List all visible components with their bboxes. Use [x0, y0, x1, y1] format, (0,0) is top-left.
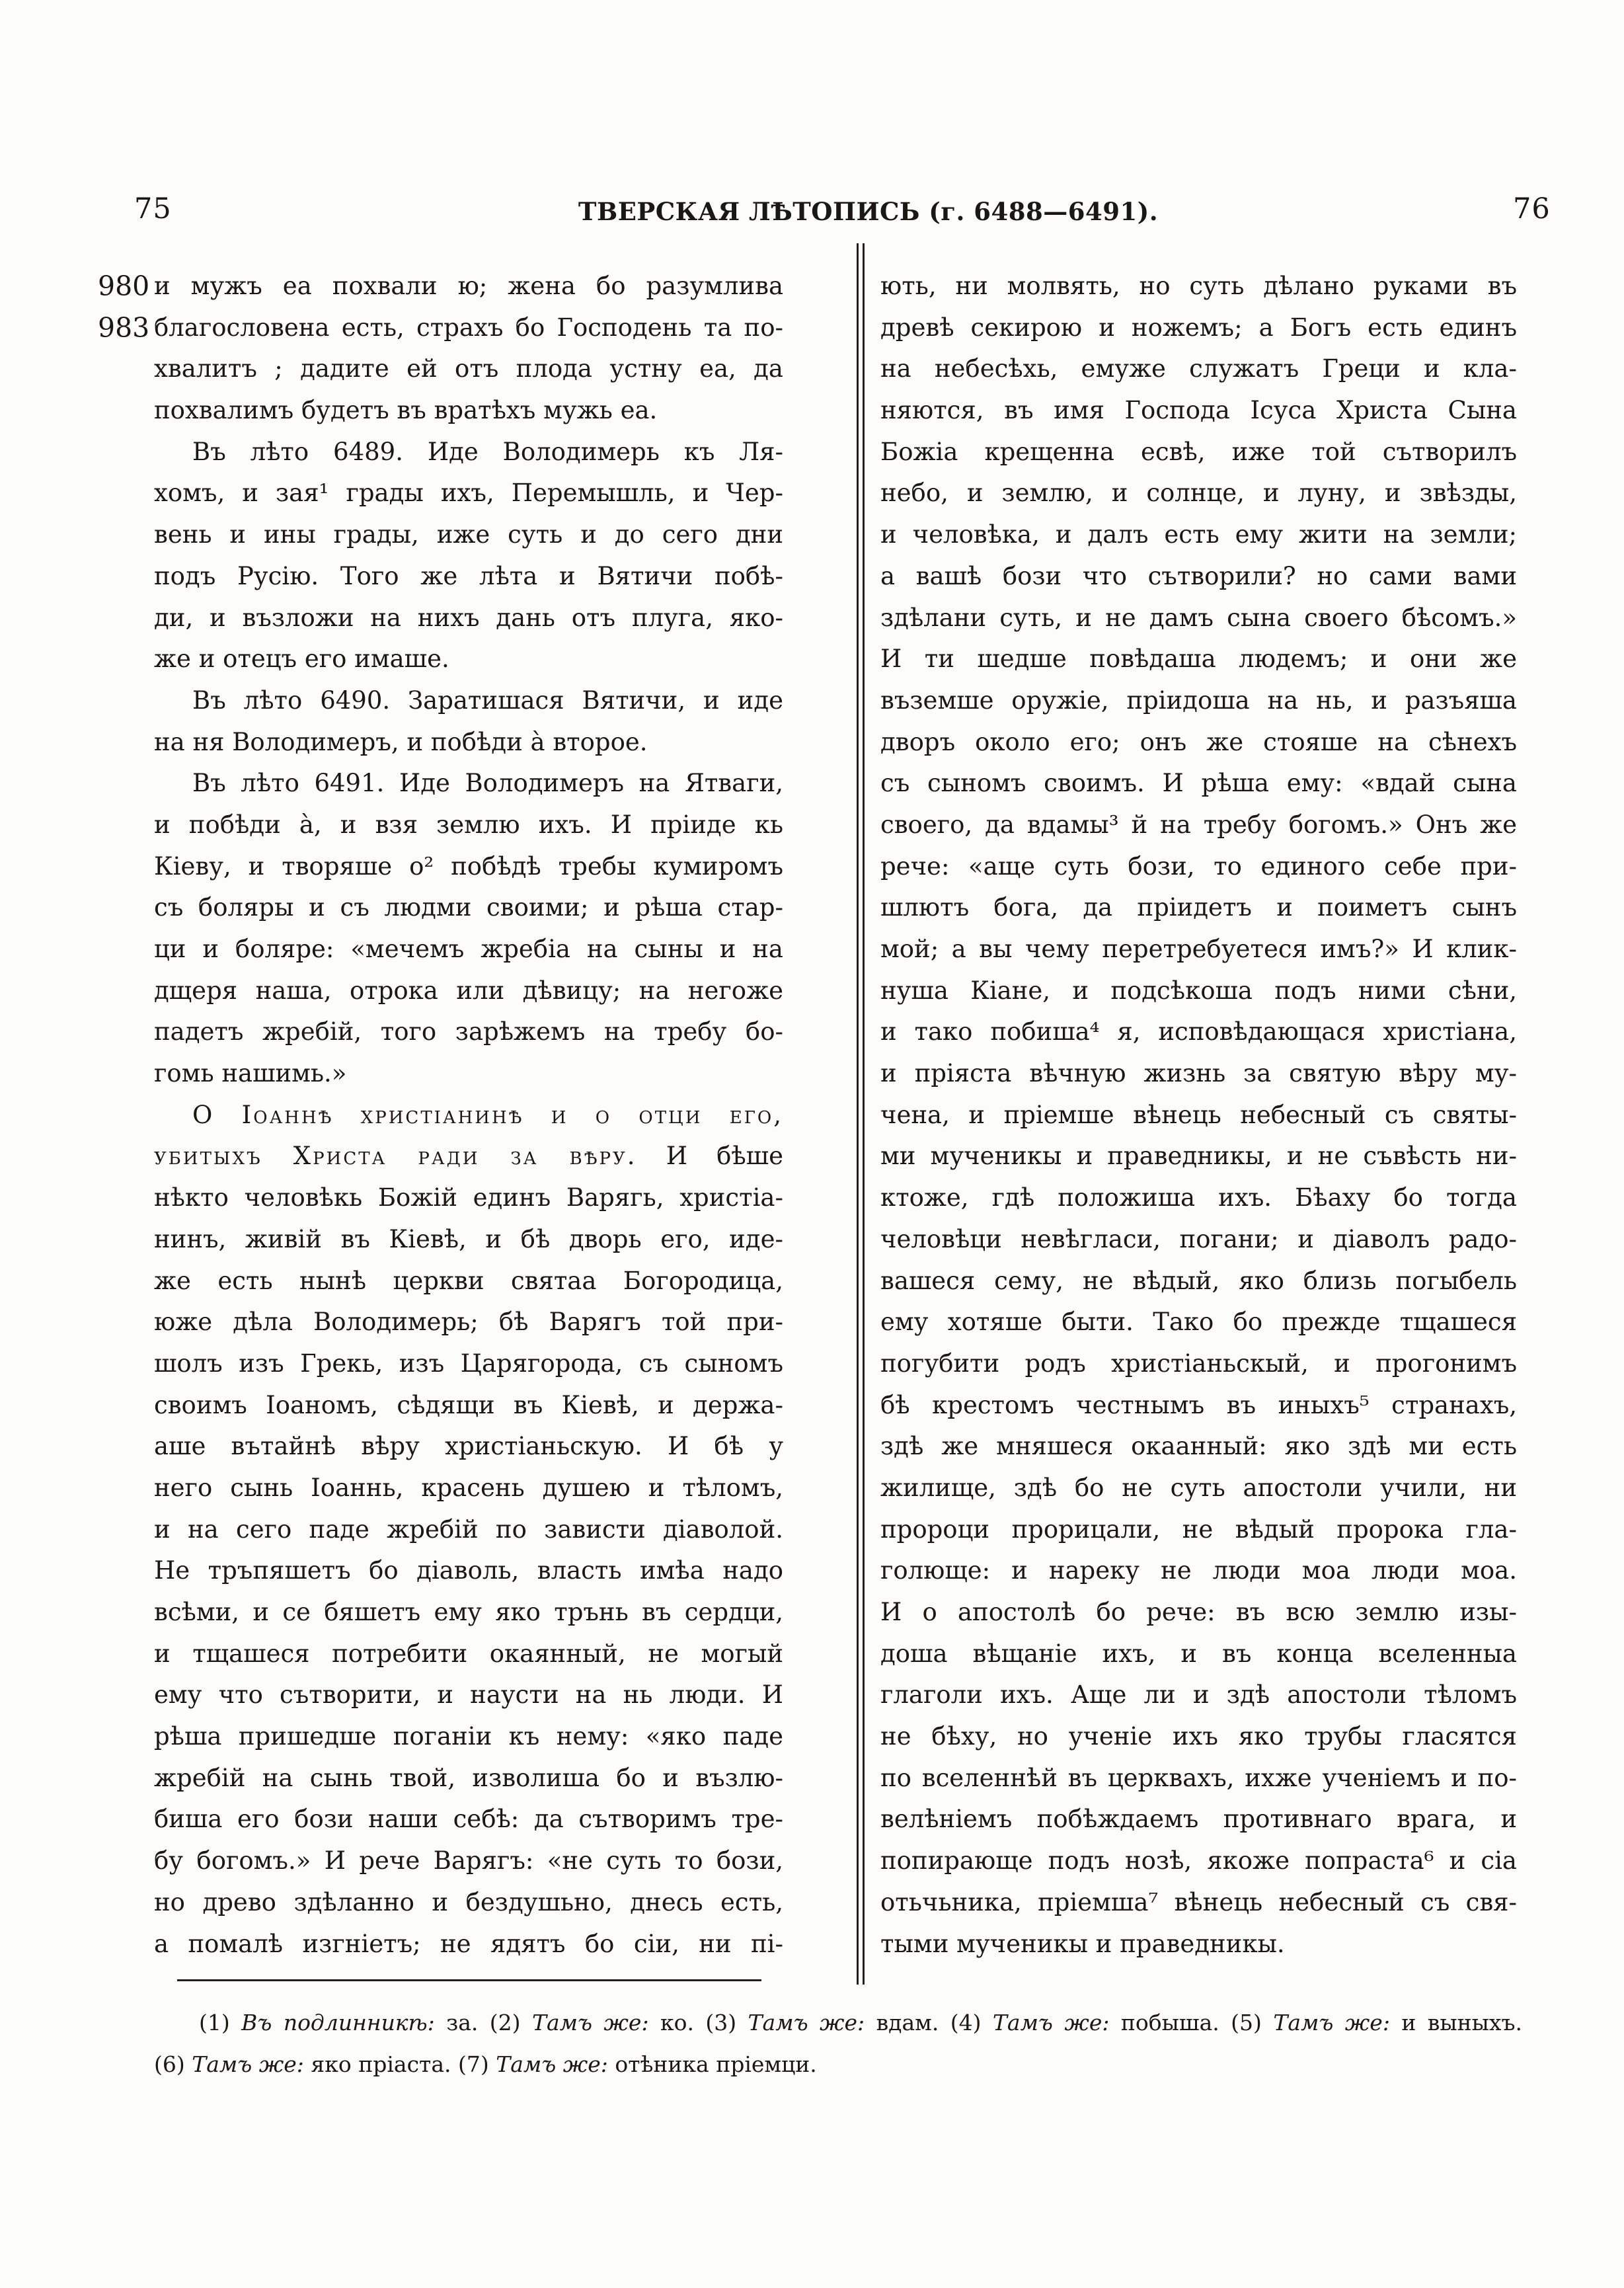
text-line: рѣша пришедше поганіи къ нему: «яко паде: [154, 1722, 783, 1751]
footnote-source-label: Тамъ же:: [748, 2010, 865, 2035]
text-line: ктоже, гдѣ положиша ихъ. Бѣаху бо тогда: [880, 1183, 1517, 1212]
text-line: чена, и пріемше вѣнець небесный съ святы-: [880, 1100, 1517, 1129]
margin-year-notes: [98, 266, 149, 348]
body-text: И бѣше: [637, 1142, 783, 1171]
text-line: на ня Володимеръ, и побѣди а̀ второе.: [154, 727, 648, 756]
running-title: ТВЕРСКАЯ ЛѢТОПИСЬ (г. 6488—6491).: [578, 197, 1159, 226]
text-line: а вашѣ бози что сътворили? но сами вами: [880, 561, 1517, 590]
footnote-source-label: Тамъ же:: [192, 2051, 304, 2077]
text-line: юже дѣла Володимерь; бѣ Варягъ той при-: [154, 1308, 783, 1337]
text-line: биша его бози наши себѣ: да сътворимъ тре-: [154, 1805, 783, 1834]
text-line: и мужъ еа похвали ю; жена бо разумлива: [154, 272, 783, 300]
text-line: вашеся сему, не вѣдый, яко близь погыбель: [880, 1266, 1517, 1295]
footnote-source-label: Тамъ же:: [1273, 2010, 1390, 2035]
text-line: дщеря наша, отрока или дѣвицу; на негоже: [154, 976, 783, 1005]
text-line: ми мученикы и праведникы, и не съвѣсть ни-: [880, 1142, 1517, 1171]
text-line: ему что сътворити, и наусти на нь люди. И: [154, 1680, 783, 1710]
text-line: подъ Русію. Того же лѣта и Вятичи побѣ-: [154, 561, 783, 590]
text-line: шолъ изъ Грекь, изъ Царягорода, съ сыномъ: [154, 1349, 783, 1378]
text-line: нѣкто человѣкь Божій единъ Варягь, христіа-: [154, 1183, 783, 1212]
text-line: гомь нашимь.»: [154, 1059, 347, 1088]
text-line: вень и ины грады, иже суть и до сего дни: [154, 520, 783, 549]
left-text-column: [154, 266, 783, 1965]
text-line: попирающе подъ нозѣ, якоже попраста⁶ и сіа: [880, 1846, 1517, 1875]
text-line: погубити родъ христіаньскый, и прогонимъ: [880, 1349, 1517, 1378]
margin-year: 983: [98, 311, 150, 344]
text-line: рече: «аще суть бози, то единого себе при-: [880, 851, 1517, 881]
column-divider-rule: [857, 243, 865, 1985]
text-line: человѣци невѣгласи, погани; и діаволъ радо-: [880, 1224, 1517, 1253]
footnote-separator-rule: [177, 1979, 761, 1981]
footnote-text: побыша. (5): [1109, 2010, 1274, 2035]
text-line: здѣ же мняшеся окаанный: яко здѣ ми есть: [880, 1432, 1517, 1461]
text-line: не бѣху, но ученіе ихъ яко трубы гласятся: [880, 1722, 1517, 1751]
footnote-line: [154, 2043, 1522, 2085]
text-line: аше вътайнѣ вѣру христіаньскую. И бѣ у: [154, 1432, 783, 1461]
footnotes-apparatus: [154, 2002, 1522, 2085]
text-line: на небесѣхь, емуже служатъ Греци и кла-: [880, 354, 1517, 383]
text-line: по вселеннѣй въ церквахъ, ихже ученіемъ и по-: [880, 1763, 1517, 1792]
footnote-text: отѣника пріемци.: [607, 2051, 817, 2077]
footnote-source-label: Тамъ же:: [496, 2051, 608, 2077]
footnote-text: ко. (3): [648, 2010, 748, 2035]
small-caps-heading-text: О Іоаннѣ христіанинѣ и о отци его,: [192, 1100, 783, 1129]
text-line: своимъ Іоаномъ, сѣдящи въ Кіевѣ, и держа-: [154, 1390, 783, 1419]
text-line: ють, ни молвять, но суть дѣлано руками въ: [880, 272, 1517, 300]
text-line: съ сыномъ своимъ. И рѣша ему: «вдай сына: [880, 769, 1517, 798]
text-line: Кіеву, и творяше о² побѣдѣ требы кумиромъ: [154, 851, 783, 881]
margin-year: 980: [98, 270, 150, 302]
text-line: и тако побиша⁴ я, исповѣдающася христіана,: [880, 1017, 1517, 1046]
footnote-text: (1): [199, 2010, 242, 2035]
footnote-text: яко пріаста. (7): [303, 2051, 496, 2077]
text-line: а помалѣ изгніетъ; не ядятъ бо сіи, ни пі-: [154, 1929, 783, 1958]
text-line: хвалитъ ; дадите ей отъ плода устну еа, да: [154, 354, 783, 383]
text-line: и на сего паде жребій по зависти діаволой.: [154, 1515, 783, 1544]
text-line: же есть нынѣ церкви святаа Богородица,: [154, 1266, 783, 1295]
text-line: нуша Кіане, и подсѣкоша подъ ними сѣни,: [880, 976, 1517, 1005]
text-line: жребій на сынь твой, изволиша бо и възлю-: [154, 1763, 783, 1792]
text-line: здѣлани суть, и не дамъ сына своего бѣсомъ.»: [880, 603, 1517, 632]
footnote-line: [154, 2002, 1522, 2043]
right-page-number: 76: [1513, 192, 1551, 225]
text-line: всѣми, и се бяшетъ ему яко трънь въ сердци,: [154, 1598, 783, 1626]
text-line: [154, 1136, 783, 1177]
text-line: Въ лѣто 6489. Иде Володимерь къ Ля-: [192, 437, 783, 466]
right-text-column: [880, 266, 1517, 1965]
text-line: тыми мученикы и праведникы.: [880, 1929, 1285, 1958]
text-line: нинъ, живій въ Кіевѣ, и бѣ дворь его, иде-: [154, 1224, 783, 1253]
text-line: Въ лѣто 6490. Заратишася Вятичи, и иде: [192, 686, 783, 715]
text-line: него сынь Іоаннь, красень душею и тѣломъ,: [154, 1473, 783, 1502]
text-line: падетъ жребій, того зарѣжемъ на требу бо-: [154, 1017, 783, 1046]
text-line: похвалимъ будетъ въ вратѣхъ мужь еа.: [154, 396, 658, 425]
text-line: Божіа крещенна есвѣ, иже той сътворилъ: [880, 437, 1517, 466]
text-line: и пріяста вѣчную жизнь за святую вѣру му-: [880, 1059, 1517, 1088]
text-line: мой; а вы чему перетребуетеся имъ?» И клик-: [880, 935, 1517, 963]
text-line: своего, да вдамы³ й на требу богомъ.» Онъ же: [880, 810, 1517, 839]
text-line: жилище, здѣ бо не суть апостоли учили, ни: [880, 1473, 1517, 1502]
text-line: пророци прорицали, не вѣдый пророка гла-: [880, 1515, 1517, 1544]
text-line: отьчьника, пріемша⁷ вѣнець небесный съ свя-: [880, 1887, 1517, 1916]
text-line: ци и боляре: «мечемъ жребіа на сыны и на: [154, 935, 783, 963]
footnote-text: за. (2): [434, 2010, 532, 2035]
text-line: и тщашеся потребити окаянный, не могый: [154, 1639, 783, 1668]
footnote-source-label: Тамъ же:: [531, 2010, 649, 2035]
text-line: велѣніемъ побѣждаемъ противнаго врага, и: [880, 1805, 1517, 1834]
text-line: благословена есть, страхъ бо Господень та по-: [154, 313, 783, 342]
left-page-number: 75: [134, 192, 172, 225]
text-line: шлютъ бога, да пріидетъ и поиметъ сынъ: [880, 893, 1517, 922]
text-line: дворъ около его; онъ же стояше на сѣнехъ: [880, 727, 1517, 756]
footnote-text: вдам. (4): [865, 2010, 993, 2035]
text-line: няются, въ имя Господа Ісуса Христа Сына: [880, 396, 1517, 425]
text-line: небо, и землю, и солнце, и луну, и звѣзды,: [880, 479, 1517, 508]
text-line: ему хотяше быти. Тако бо прежде тщашеся: [880, 1308, 1517, 1337]
text-line: глаголи ихъ. Аще ли и здѣ апостоли тѣломъ: [880, 1680, 1517, 1710]
text-line: И ти шедше повѣдаша людемъ; и они же: [880, 645, 1517, 674]
text-line: же и отецъ его имаше.: [154, 645, 449, 674]
footnote-text: (6): [154, 2051, 192, 2077]
footnote-source-label: Въ подлинникѣ:: [241, 2010, 435, 2035]
text-line: и человѣка, и далъ есть ему жити на земли;: [880, 520, 1517, 549]
text-line: въземше оружіе, пріидоша на нь, и разъяша: [880, 686, 1517, 715]
text-line: ди, и възложи на нихъ дань отъ плуга, яко-: [154, 603, 783, 632]
footnote-text: и выныхъ.: [1389, 2010, 1522, 2035]
text-line: доша вѣщаніе ихъ, и въ конца вселенныа: [880, 1639, 1517, 1668]
text-line: хомъ, и зая¹ грады ихъ, Перемышль, и Чер-: [154, 479, 783, 508]
text-line: но древо здѣланно и бездушьно, днесь есть,: [154, 1887, 783, 1916]
text-line: бѣ крестомъ честнымъ въ иныхъ⁵ странахъ,: [880, 1390, 1517, 1419]
footnote-source-label: Тамъ же:: [992, 2010, 1110, 2035]
small-caps-heading-text: убитыхъ Христа ради за вѣру.: [154, 1142, 637, 1171]
text-line: древѣ секирою и ножемъ; а Богъ есть единъ: [880, 313, 1517, 342]
text-line: Не тръпяшетъ бо діаволь, власть имѣа надо: [154, 1556, 783, 1585]
text-line: И о апостолѣ бо рече: въ всю землю изы-: [880, 1598, 1517, 1626]
text-line: голюще: и нареку не люди моа люди моа.: [880, 1556, 1517, 1585]
text-line: Въ лѣто 6491. Иде Володимеръ на Ятваги,: [192, 769, 783, 798]
text-line: и побѣди а̀, и взя землю ихъ. И пріиде кь: [154, 810, 783, 839]
text-line: съ боляры и съ людми своими; и рѣша стар-: [154, 893, 783, 922]
text-line: [154, 1095, 783, 1136]
text-line: бу богомъ.» И рече Варягъ: «не суть то бози,: [154, 1846, 783, 1875]
